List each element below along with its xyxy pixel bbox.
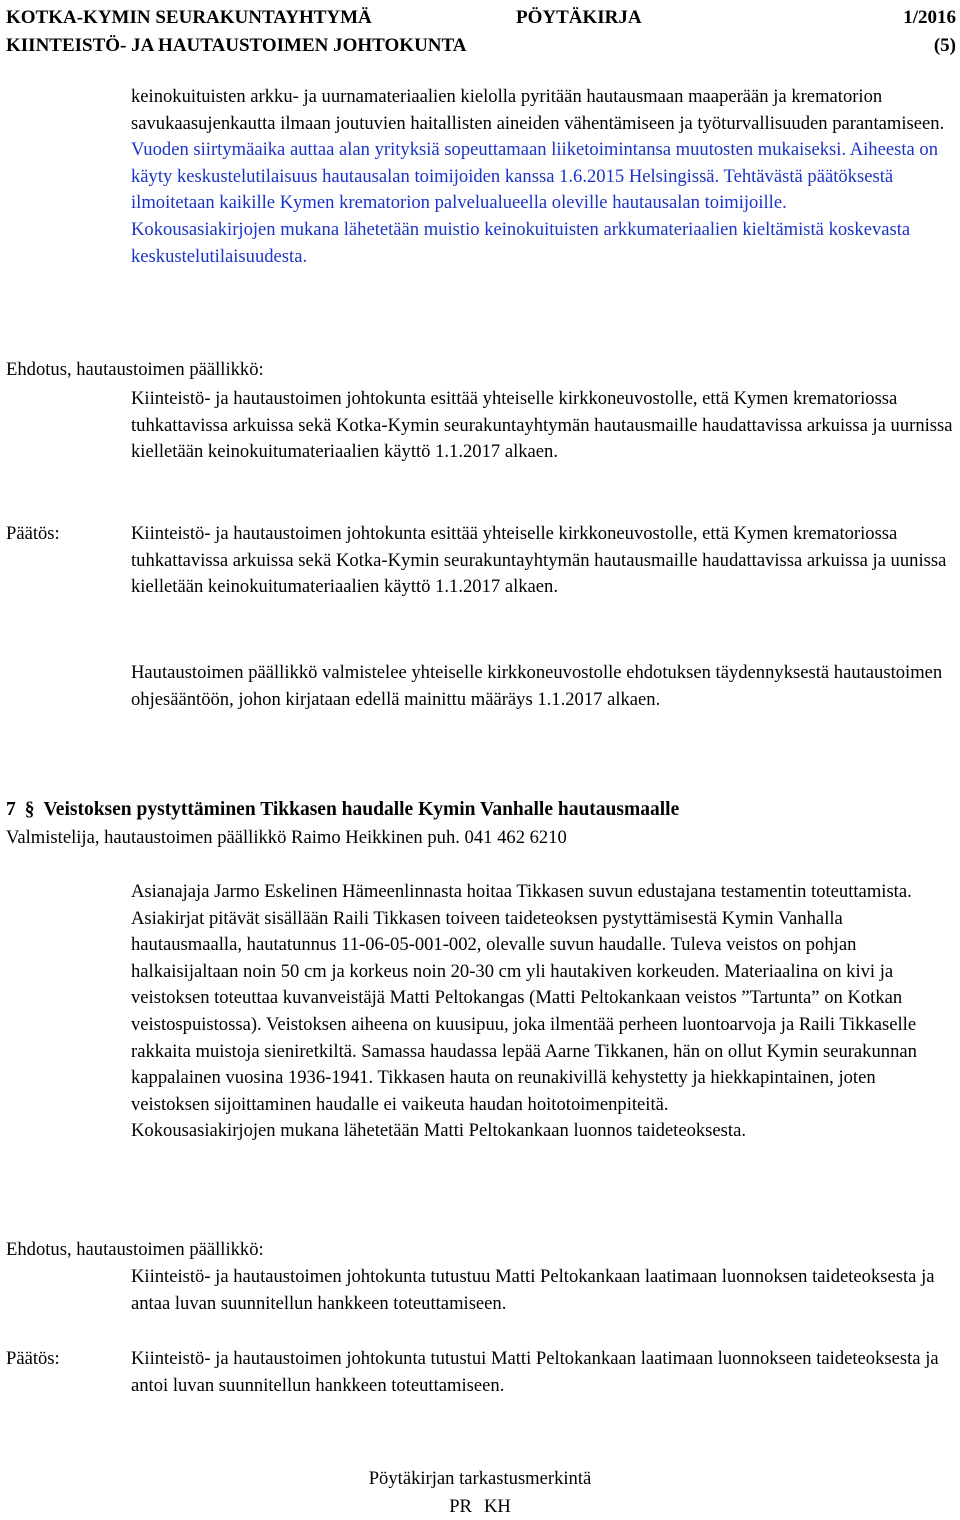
- section-title: Veistoksen pystyttäminen Tikkasen haudalle Kymin Vanhalle hautausmaalle: [43, 799, 680, 820]
- initials-1: PR: [449, 1496, 472, 1517]
- proposal-label: Ehdotus, hautaustoimen päällikkö:: [6, 359, 264, 380]
- section7-proposal-label: Ehdotus, hautaustoimen päällikkö:: [6, 1239, 264, 1260]
- board-name: KIINTEISTÖ- JA HAUTAUSTOIMEN JOHTOKUNTA: [6, 35, 467, 56]
- section-heading: [6, 796, 679, 824]
- section-number: 7: [6, 799, 16, 820]
- footer-initials: [0, 1494, 960, 1520]
- initials-2: KH: [483, 1496, 511, 1517]
- section7-background-p2: Kokousasiakirjojen mukana lähetetään Matti Peltokankaan luonnos taideteoksesta.: [131, 1120, 746, 1142]
- section-preparer: Valmistelija, hautaustoimen päällikkö Raimo Heikkinen puh. 041 462 6210: [6, 827, 567, 848]
- background-sentence-2: Vuoden siirtymäaika auttaa alan yrityksiä sopeuttamaan liiketoimintansa muutosten mukaiseksi. Aiheesta on käyty keskustelutilaisuus hautausalan toimijoiden kanssa 1.6.2015 Helsingissä. Tehtävästä päätöksestä ilmoitetaan kaikille Kymen krematorion palvelualueella oleville hautausalan toimijoille.: [131, 139, 939, 214]
- background-attachment-note: Kokousasiakirjojen mukana lähetetään muistio keinokuituisten arkkumateriaalien kieltämistä koskevasta keskustelutilaisuudesta.: [131, 218, 911, 267]
- section7-decision-text: Kiinteistö- ja hautaustoimen johtokunta tutustui Matti Peltokankaan laatimaan luonnokseen taideteoksesta ja antoi luvan suunnitellun hankkeen toteuttamiseen.: [131, 1348, 939, 1396]
- background-text: [131, 84, 957, 270]
- section7-background: [131, 879, 957, 1145]
- section7-decision-label: Päätös:: [6, 1348, 60, 1369]
- decision-text: Kiinteistö- ja hautaustoimen johtokunta esittää yhteiselle kirkkoneuvostolle, että Kymen krematoriossa tuhkattavissa arkuissa sekä Kotka-Kymin seurakuntayhtymän hautausmaille haudattavissa arkuissa ja uunissa kielletään keinokuitumateriaalien käyttö 1.1.2017 alkaen.: [131, 523, 947, 598]
- organization-name: KOTKA-KYMIN SEURAKUNTAYHTYMÄ: [6, 7, 372, 28]
- section7-background-p1: Asianajaja Jarmo Eskelinen Hämeenlinnasta hoitaa Tikkasen suvun edustajana testamentin toteuttamista. Asiakirjat pitävät sisällään Raili Tikkasen toiveen taideteoksen pystyttämisestä Kymin Vanhalla hautausmaalla, hautatunnus 11-06-05-001-002, olevalle suvun haudalle. Tuleva veistos on pohjan halkaisijaltaan noin 50 cm ja korkeus noin 20-30 cm yli hautakiven korkeuden. Materiaalina on kivi ja veistoksen toteuttaa kuvanveistäjä Matti Peltokangas (Matti Peltokankaan veistos ”Tartunta” on Kotkan veistospuistossa). Veistoksen aiheena on kuusipuu, joka ilmentää perheen luontoarvoja ja Raili Tikkaselle rakkaita muistoja sieniretkiltä. Samassa haudassa lepää Aarne Tikkanen, hän on ollut Kymin seurakunnan kappalainen vuosina 1936-1941. Tikkasen hauta on reunakivillä kehystetty ja hiekkapintainen, joten veistoksen sijoittaminen haudalle ei vaikeuta haudan hoitotoimenpiteitä.: [131, 881, 917, 1115]
- section7-proposal-text: Kiinteistö- ja hautaustoimen johtokunta tutustuu Matti Peltokankaan laatimaan luonnoksen taideteoksesta ja antaa luvan suunnitellun hankkeen toteuttamiseen.: [131, 1266, 935, 1314]
- decision-label: Päätös:: [6, 523, 60, 544]
- page-number: (5): [933, 35, 956, 56]
- section-symbol: §: [24, 799, 35, 820]
- footer-title: Pöytäkirjan tarkastusmerkintä: [368, 1468, 592, 1489]
- document-number: 1/2016: [903, 7, 956, 28]
- proposal-text: Kiinteistö- ja hautaustoimen johtokunta esittää yhteiselle kirkkoneuvostolle, että Kymen krematoriossa tuhkattavissa arkuissa sekä Kotka-Kymin seurakuntayhtymän hautausmaille haudattavissa arkuissa ja uurnissa kielletään keinokuitumateriaalien käyttö 1.1.2017 alkaen.: [131, 388, 953, 463]
- decision-extra-text: Hautaustoimen päällikkö valmistelee yhteiselle kirkkoneuvostolle ehdotuksen täydennyksestä hautaustoimen ohjesääntöön, johon kirjataan edellä mainittu määräys 1.1.2017 alkaen.: [131, 662, 943, 710]
- document-type: PÖYTÄKIRJA: [516, 7, 642, 28]
- page-header: [6, 4, 956, 60]
- background-sentence-1: keinokuituisten arkku- ja uurnamateriaalien kielolla pyritään hautausmaan maaperään ja krematorion savukaasujenkautta ilmaan joutuvien haitallisten aineiden vähentämiseen ja työturvallisuuden parantamiseen.: [131, 86, 945, 134]
